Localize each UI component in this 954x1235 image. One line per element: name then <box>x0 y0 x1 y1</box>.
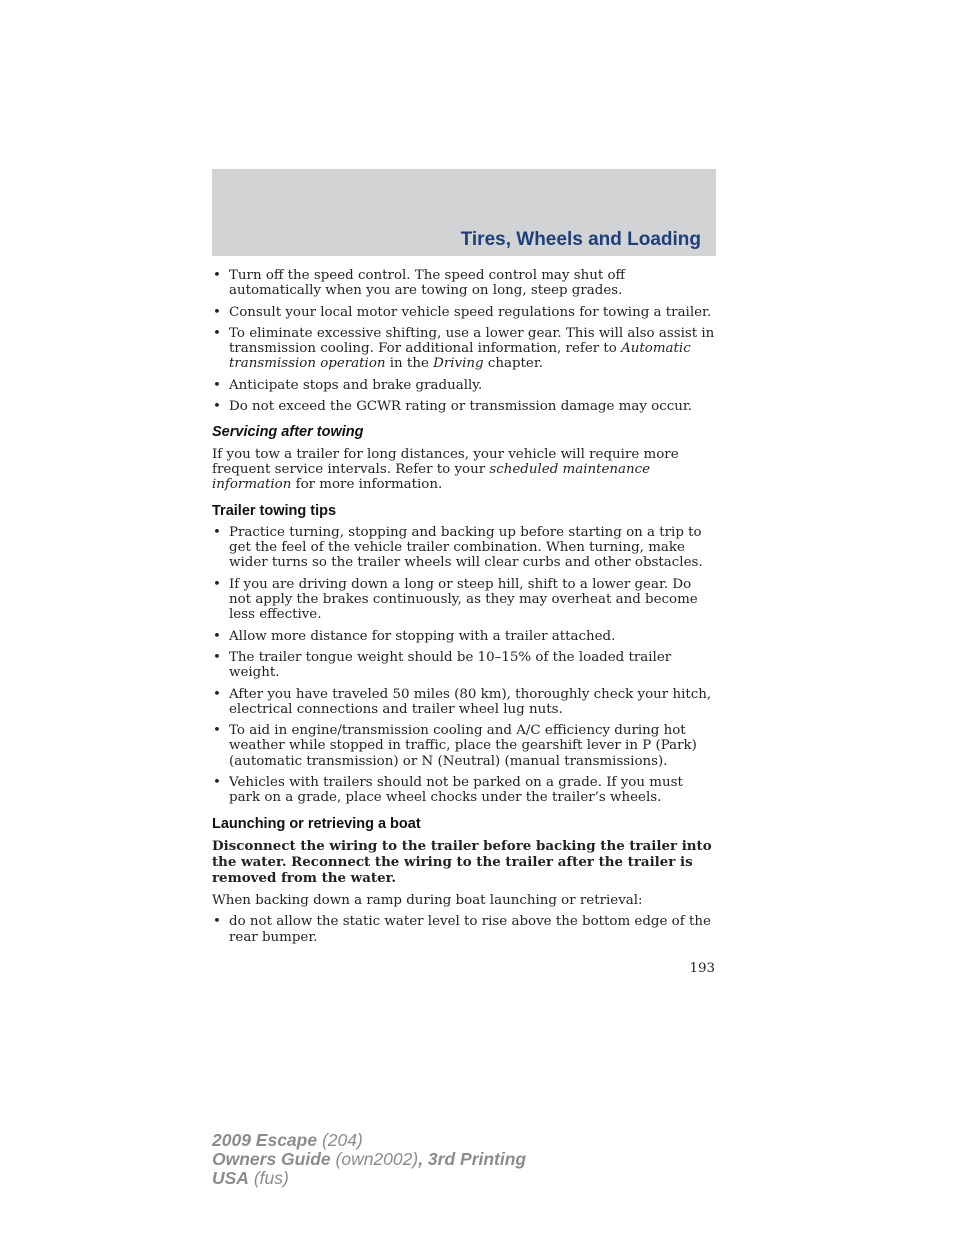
tips-bullet-list <box>212 525 716 806</box>
list-item: • Allow more distance for stopping with a trailer attached. <box>212 629 716 644</box>
page-content <box>212 268 716 951</box>
list-item: • do not allow the static water level to rise above the bottom edge of the rear bumper. <box>212 914 716 945</box>
boat-heading: Launching or retrieving a boat <box>212 815 421 832</box>
boat-warning: Disconnect the wiring to the trailer before backing the trailer into the water. Reconnect the wiring to the trailer after the trailer is removed from the water. <box>212 837 712 886</box>
footer-line-3: USA (fus) <box>212 1168 289 1188</box>
list-item: • Vehicles with trailers should not be parked on a grade. If you must park on a grade, place wheel chocks under the trailer’s wheels. <box>212 775 716 806</box>
list-item: • Turn off the speed control. The speed control may shut off automatically when you are towing on long, steep grades. <box>212 268 716 299</box>
list-item: • If you are driving down a long or steep hill, shift to a lower gear. Do not apply the brakes continuously, as they may overheat and become less effective. <box>212 577 716 623</box>
list-item: • The trailer tongue weight should be 10–15% of the loaded trailer weight. <box>212 650 716 681</box>
list-item: • Consult your local motor vehicle speed regulations for towing a trailer. <box>212 305 716 320</box>
list-item: • Do not exceed the GCWR rating or transmission damage may occur. <box>212 399 716 414</box>
servicing-paragraph: If you tow a trailer for long distances, your vehicle will require more frequent service intervals. Refer to your scheduled maintenance information for more information. <box>212 446 679 493</box>
footer-line-2: Owners Guide (own2002), 3rd Printing <box>212 1149 527 1169</box>
list-item: • To eliminate excessive shifting, use a lower gear. This will also assist in transmission cooling. For additional information, refer to Automatic transmission operation in the Driving chapter. <box>212 326 716 372</box>
towing-bullet-list <box>212 268 716 414</box>
footer-line-1: 2009 Escape (204) <box>212 1130 363 1150</box>
boat-bullet-list <box>212 914 716 945</box>
list-item: • To aid in engine/transmission cooling and A/C efficiency during hot weather while stopped in traffic, place the gearshift lever in P (Park) (automatic transmission) or N (Neutral) (manual transmissions). <box>212 723 716 769</box>
page-number: 193 <box>689 961 715 976</box>
section-header-band <box>212 169 716 256</box>
tips-heading: Trailer towing tips <box>212 502 337 519</box>
footer-imprint <box>212 1131 526 1188</box>
servicing-heading: Servicing after towing <box>212 424 364 441</box>
boat-intro: When backing down a ramp during boat launching or retrieval: <box>212 892 643 908</box>
list-item: • After you have traveled 50 miles (80 km), thoroughly check your hitch, electrical connections and trailer wheel lug nuts. <box>212 687 716 718</box>
section-title: Tires, Wheels and Loading <box>460 229 701 250</box>
list-item: • Practice turning, stopping and backing up before starting on a trip to get the feel of the vehicle trailer combination. When turning, make wider turns so the trailer wheels will clear curbs and other obstacles. <box>212 525 716 571</box>
list-item: • Anticipate stops and brake gradually. <box>212 378 716 393</box>
